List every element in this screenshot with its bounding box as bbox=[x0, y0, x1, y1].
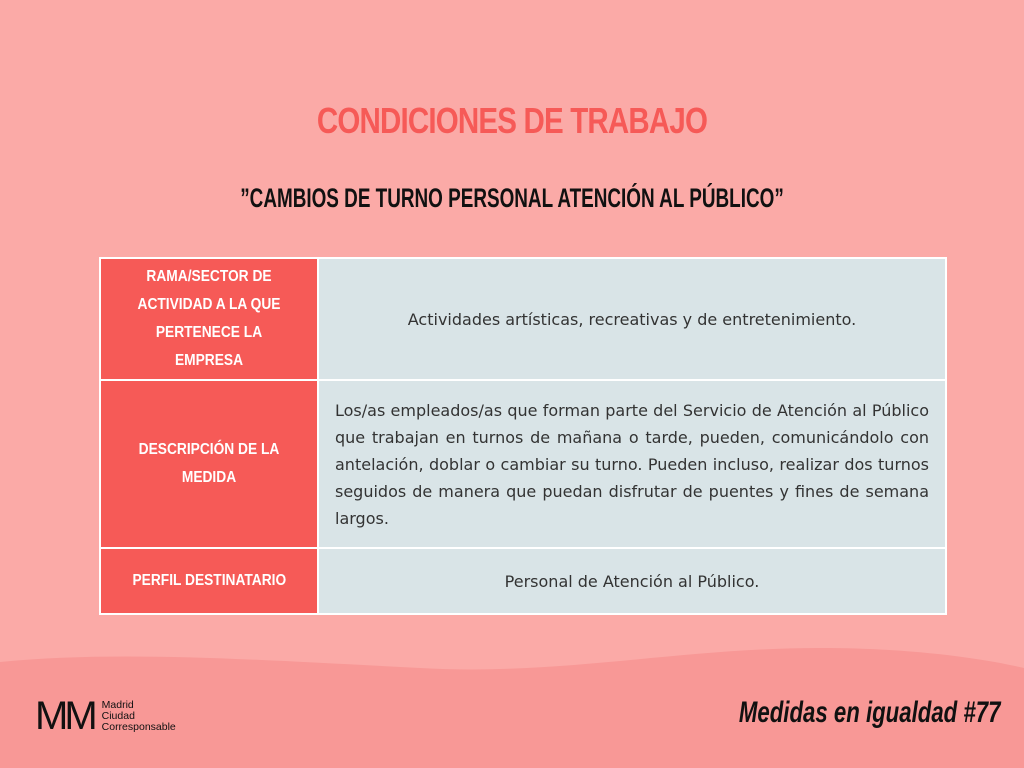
row-label-sector: RAMA/SECTOR DE ACTIVIDAD A LA QUE PERTENECE LA EMPRESA bbox=[100, 258, 318, 380]
table-row bbox=[100, 258, 946, 380]
series-tag: Medidas en igualdad #77 bbox=[738, 696, 1000, 729]
logo-text bbox=[102, 700, 176, 733]
measure-table bbox=[99, 257, 947, 615]
row-label-profile: PERFIL DESTINATARIO bbox=[100, 548, 318, 614]
row-value-description: Los/as empleados/as que forman parte del Servicio de Atención al Público que trabajan en turnos de mañana o tarde, pueden, comunicándolo con antelación, doblar o cambiar su turno. Pueden incluso, realizar dos turnos seguidos de manera que puedan disfrutar de puentes y fines de semana largos. bbox=[318, 380, 946, 548]
table-row bbox=[100, 548, 946, 614]
row-label-description: DESCRIPCIÓN DE LA MEDIDA bbox=[100, 380, 318, 548]
table-row bbox=[100, 380, 946, 548]
row-value-sector: Actividades artísticas, recreativas y de entretenimiento. bbox=[318, 258, 946, 380]
row-value-profile: Personal de Atención al Público. bbox=[318, 548, 946, 614]
page-subtitle: ”CAMBIOS DE TURNO PERSONAL ATENCIÓN AL PÚBLICO” bbox=[240, 183, 784, 213]
page-title: CONDICIONES DE TRABAJO bbox=[316, 100, 708, 141]
logo-mark-icon: MM bbox=[35, 694, 94, 738]
logo-line: Corresponsable bbox=[101, 720, 176, 733]
madrid-logo bbox=[35, 696, 176, 736]
logo-line: Ciudad bbox=[101, 709, 135, 722]
logo-line: Madrid bbox=[101, 698, 134, 711]
